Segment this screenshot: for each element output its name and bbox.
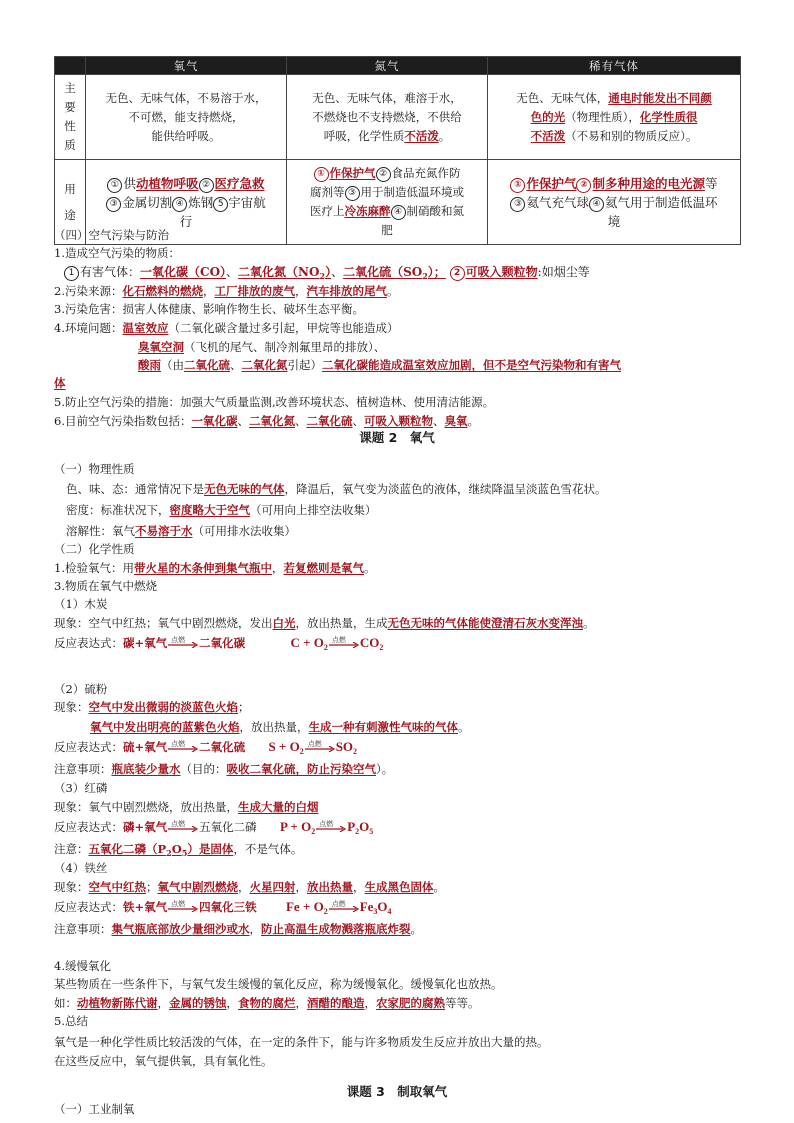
- topic2-title: 课题 2 氧气: [359, 430, 435, 445]
- section-heading: （一）工业制氧: [54, 1102, 135, 1116]
- reaction-arrow: 点燃: [305, 739, 335, 753]
- ozone-line: 臭氧空洞（飞机的尾气、制冷剂氟里昂的排放）、: [138, 340, 386, 354]
- phosphorus-equation: 反应表达式：磷+氧气 点燃 五氧化二磷 $P + O_2$ 点燃 $P_2O_5$: [54, 819, 374, 836]
- text-line: 3.污染危害：损害人体健康、影响作物生长、破坏生态平衡。: [54, 302, 364, 316]
- table-row-properties: [55, 75, 741, 160]
- subheading-phosphorus: （3）红磷: [54, 781, 108, 795]
- section-heading: （四）空气污染与防治: [54, 228, 169, 242]
- reaction-arrow: 点燃: [329, 635, 359, 649]
- page-content: [54, 56, 740, 1116]
- density-line: 密度：标准状况下，密度略大于空气（可用向上排空法收集）: [66, 503, 377, 517]
- environment-line: 4.环境问题：温室效应（二氧化碳含量过多引起，甲烷等也能造成）: [54, 321, 399, 335]
- reaction-arrow: 点燃: [168, 635, 198, 649]
- cell-oxygen-uses: ① 供动植物呼吸 ② 医疗急救 ③ 金属切割 ④ 炼钢 5 宇宙航 行: [86, 160, 287, 245]
- reaction-arrow: 点燃: [168, 739, 198, 753]
- text-line: 体: [54, 376, 66, 390]
- col-header-nitrogen: 氮气: [287, 57, 488, 75]
- text-line: 在这些反应中，氧气提供氧，具有氧化性。: [54, 1054, 273, 1068]
- solubility-line: 溶解性：氧气不易溶于水（可用排水法收集）: [66, 524, 296, 538]
- sulfur-observation-2: 氧气中发出明亮的蓝紫色火焰，放出热量，生成一种有刺激性气味的气体。: [90, 720, 470, 734]
- subheading-carbon: （1）木炭: [54, 597, 108, 611]
- cell-noble-gas-properties: 无色、无味气体，通电时能发出不同颜 色的光（物理性质），化学性质很 不活泼（不易和别的物质反应）。: [488, 75, 741, 160]
- iron-observation: 现象：空气中红热；氧气中剧烈燃烧，火星四射，放出热量，生成黑色固体。: [54, 880, 445, 894]
- gas-properties-table: [54, 56, 741, 245]
- cell-noble-gas-uses: ① 作保护气 ② 制多种用途的电光源等 ③ 氦气充气球 ④ 氦气用于制造低温环 境: [488, 160, 741, 245]
- text-line: 1.造成空气污染的物质：: [54, 246, 180, 260]
- subheading-sulfur: （2）硫粉: [54, 682, 108, 696]
- phosphorus-observation: 现象：氧气中剧烈燃烧，放出热量，生成大量的白烟: [54, 800, 319, 814]
- reaction-arrow: 点燃: [316, 819, 346, 833]
- text-line: 5.防止空气污染的措施：加强大气质量监测,改善环境状态、植树造林、使用清洁能源。: [54, 395, 495, 409]
- aqi-line: 6.目前空气污染指数包括：一氧化碳、二氧化氮、二氧化硫、可吸入颗粒物、臭氧。: [54, 414, 479, 428]
- pollution-source-line: 2.污染来源：化石燃料的燃烧，工厂排放的废气，汽车排放的尾气。: [54, 284, 399, 298]
- table-corner: [55, 57, 86, 75]
- text-line: 氧气是一种化学性质比较活泼的气体，在一定的条件下，能与许多物质发生反应并放出大量的热。: [54, 1035, 549, 1049]
- test-line: 1.检验氧气：用带火星的木条伸到集气瓶中，若复燃则是氧气。: [54, 561, 376, 575]
- sulfur-note: 注意事项：瓶底装少量水（目的：吸收二氧化硫，防止污染空气）。: [54, 762, 394, 776]
- cell-nitrogen-uses: ① 作保护气 ② 食品充氮作防 腐剂等 ③ 用于制造低温环境或 医疗上冷冻麻醉 ④ 制硝酸和氮 肥: [287, 160, 488, 245]
- sulfur-observation-1: 现象：空气中发出微弱的淡蓝色火焰；: [54, 700, 250, 714]
- carbon-equation: 反应表达式：碳+氧气 点燃 二氧化碳 $C + O_2$ 点燃 $CO_2$: [54, 635, 384, 652]
- text-line: 3.物质在氧气中燃烧: [54, 579, 157, 593]
- acid-rain-line: 酸雨（由二氧化硫、二氧化氮引起）二氧化碳能造成温室效应加剧，但不是空气污染物和有害气: [138, 358, 621, 372]
- subheading-summary: 5.总结: [54, 1014, 88, 1028]
- col-header-noble-gas: 稀有气体: [488, 57, 741, 75]
- section-heading: （二）化学性质: [54, 542, 135, 556]
- section-heading: （一）物理性质: [54, 462, 135, 476]
- row-header-uses: 用途: [55, 160, 86, 245]
- reaction-arrow: 点燃: [168, 899, 198, 913]
- pollutants-line: 1 有害气体：一氧化碳（CO）、二氧化氮$(NO_2)$、二氧化硫$(SO_2)$； 2 可吸入颗粒物:如烟尘等: [64, 263, 590, 281]
- row-header-properties: 主要性质: [55, 75, 86, 160]
- topic3-title: 课题 3 制取氧气: [346, 1084, 448, 1099]
- sulfur-equation: 反应表达式：硫+氧气 点燃 二氧化硫 $S + O_2$ 点燃 $SO_2$: [54, 739, 358, 756]
- slow-examples: 如：动植物新陈代谢，金属的锈蚀，食物的腐烂，酒醋的酿造，农家肥的腐熟等等。: [54, 996, 480, 1010]
- text-line: 某些物质在一些条件下，与氧气发生缓慢的氧化反应，称为缓慢氧化。缓慢氧化也放热。: [54, 977, 503, 991]
- cell-nitrogen-properties: 无色、无味气体，难溶于水， 不燃烧也不支持燃烧，不供给 呼吸，化学性质不活泼。: [287, 75, 488, 160]
- cell-oxygen-properties: 无色、无味气体，不易溶于水， 不可燃，能支持燃烧， 能供给呼吸。: [86, 75, 287, 160]
- reaction-arrow: 点燃: [168, 819, 198, 833]
- subheading-iron: （4）铁丝: [54, 861, 108, 875]
- col-header-oxygen: 氧气: [86, 57, 287, 75]
- color-line: 色、味、态：通常情况下是无色无味的气体，降温后，氧气变为淡蓝色的液体，继续降温呈淡蓝色雪花状。: [66, 482, 607, 496]
- circled-5: 5: [213, 197, 228, 212]
- phosphorus-note: 注意：五氧化二磷$(P_2O_5)$是固体，不是气体。: [54, 842, 303, 858]
- reaction-arrow: 点燃: [329, 899, 359, 913]
- carbon-observation: 现象：空气中红热；氧气中剧烈燃烧，发出白光，放出热量，生成无色无味的气体能使澄清石灰水变浑浊。: [54, 616, 595, 630]
- iron-note: 注意事项：集气瓶底部放少量细沙或水，防止高温生成物溅落瓶底炸裂。: [54, 922, 422, 936]
- iron-equation: 反应表达式：铁+氧气 点燃 四氧化三铁 $Fe + O_2$ 点燃 $Fe_3O_4$: [54, 899, 392, 916]
- subheading-slow-oxidation: 4.缓慢氧化: [54, 959, 111, 973]
